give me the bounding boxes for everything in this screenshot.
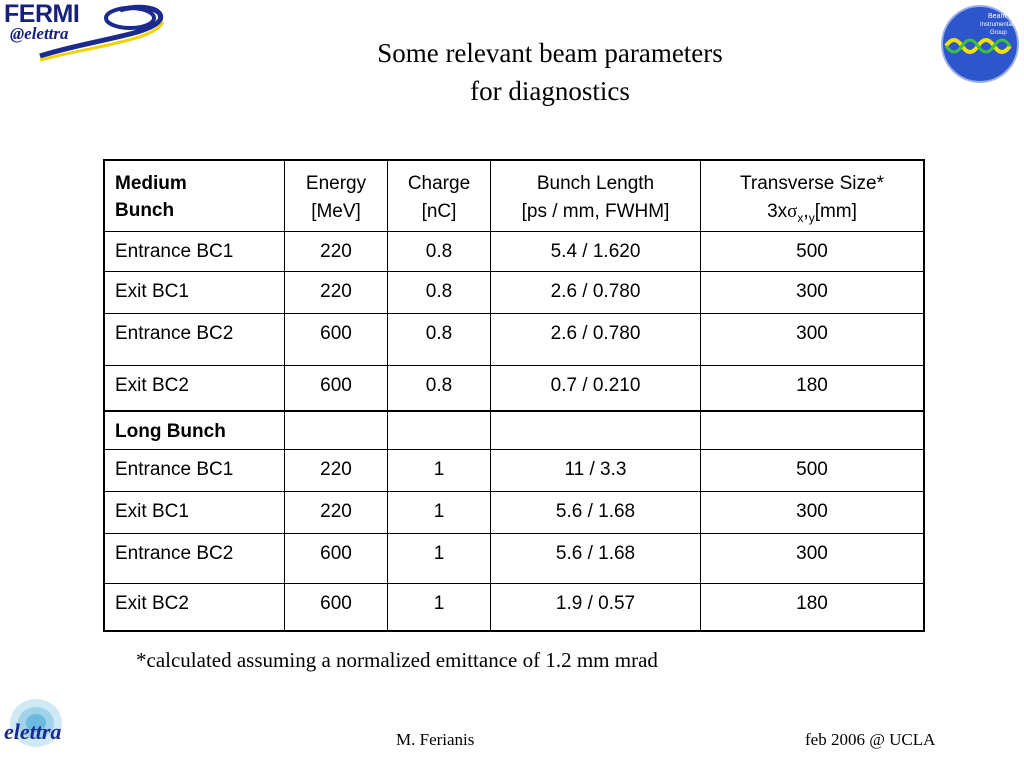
header-charge [388,161,491,231]
table-cell [491,450,701,491]
cell-text: 220 [320,501,352,522]
table-row [105,534,923,584]
cell-text: 220 [320,281,352,302]
cell-text: Entrance BC2 [115,543,234,564]
table-cell [105,366,285,410]
cell-text: 5.6 / 1.68 [555,543,636,564]
long-bunch-text: Long Bunch [115,421,226,442]
header-charge-unit: [nC] [421,201,457,222]
cell-text: Exit BC2 [115,375,189,396]
table-cell [105,450,285,491]
table-cell [701,450,923,491]
cell-text: 5.6 / 1.68 [555,501,636,522]
header-charge-label: Charge [407,173,471,194]
header-bunch-type [105,161,285,231]
table-cell [105,584,285,630]
cell-text: 500 [796,459,828,480]
cell-text: Entrance BC1 [115,459,234,480]
cell-text: 300 [796,501,828,522]
title-line-2: for diagnostics [470,76,630,106]
table-cell [701,272,923,313]
table-row [105,492,923,534]
table-cell [491,492,701,533]
table-cell [105,272,285,313]
table-cell [388,366,491,410]
table-header-row [105,161,923,232]
cell-text: 0.7 / 0.210 [550,375,641,396]
svg-text:Beam: Beam [988,13,1007,20]
table-cell [285,534,388,583]
elettra-logo [0,695,80,765]
table-cell [701,232,923,271]
table-cell [388,584,491,630]
header-bunch-length-unit: [ps / mm, FWHM] [521,201,670,222]
table-cell [701,584,923,630]
table-cell [388,314,491,365]
table-cell [285,272,388,313]
cell-text: Entrance BC1 [115,241,234,262]
table-row [105,366,923,410]
table-cell [701,492,923,533]
cell-text: 2.6 / 0.780 [550,323,641,344]
table-cell [105,534,285,583]
fermi-wordmark: FERMI [4,0,80,28]
table-cell [388,492,491,533]
table-cell [701,314,923,365]
unit-prefix: 3x [767,201,788,222]
cell-text: Exit BC1 [115,281,189,302]
cell-text: 1 [433,459,445,480]
header-transverse-size-unit [701,198,923,232]
header-transverse-size [701,161,923,231]
footer-date: feb 2006 @ UCLA [805,730,936,749]
sub-x: x [797,210,804,225]
header-energy [285,161,388,231]
header-medium: Medium [115,173,187,194]
table-cell [388,450,491,491]
cell-text: 500 [796,241,828,262]
table-cell [388,232,491,271]
cell-text: 1 [433,593,445,614]
table-cell [491,232,701,271]
header-transverse-size-label: Transverse Size* [740,173,884,194]
table-cell [285,314,388,365]
table-cell [491,366,701,410]
long-bunch-empty-1 [285,412,388,449]
table-cell [105,492,285,533]
svg-text:Group: Group [990,30,1007,36]
table-cell [105,232,285,271]
table-row [105,232,923,272]
footer-author: M. Ferianis [396,730,475,749]
cell-text: 0.8 [425,281,453,302]
long-bunch-header-row [105,410,923,450]
cell-text: 1 [433,543,445,564]
long-bunch-empty-4 [701,412,923,449]
cell-text: 180 [796,375,828,396]
header-energy-unit: [MeV] [311,201,361,222]
cell-text: 0.8 [425,241,453,262]
cell-text: 300 [796,323,828,344]
cell-text: Exit BC1 [115,501,189,522]
table-cell [105,314,285,365]
cell-text: 600 [320,543,352,564]
table-cell [388,534,491,583]
beam-parameters-table [103,159,925,632]
long-bunch-empty-2 [388,412,491,449]
cell-text: Entrance BC2 [115,323,234,344]
cell-text: 5.4 / 1.620 [550,241,641,262]
cell-text: 300 [796,281,828,302]
title-line-1: Some relevant beam parameters [377,38,723,68]
table-cell [285,232,388,271]
svg-text:Instrumentation: Instrumentation [980,22,1020,28]
table-cell [285,450,388,491]
cell-text: 2.6 / 0.780 [550,281,641,302]
cell-text: 220 [320,459,352,480]
cell-text: 0.8 [425,375,453,396]
elettra-sub-wordmark: @elettra [10,24,69,43]
table-row [105,314,923,366]
cell-text: 600 [320,323,352,344]
table-cell [491,272,701,313]
cell-text: Exit BC2 [115,593,189,614]
cell-text: 1 [433,501,445,522]
elettra-logo-text: elettra [4,719,62,744]
unit-sep: , [803,201,809,222]
table-cell [388,272,491,313]
beam-instrumentation-logo [940,4,1020,84]
table-row [105,584,923,630]
table-cell [491,584,701,630]
cell-text: 0.8 [425,323,453,344]
cell-text: 600 [320,375,352,396]
cell-text: 300 [796,543,828,564]
long-bunch-empty-3 [491,412,701,449]
table-cell [285,492,388,533]
sub-y: y [808,210,815,225]
cell-text: 180 [796,593,828,614]
table-cell [491,534,701,583]
header-bunch-length [491,161,701,231]
table-cell [701,534,923,583]
fermi-elettra-logo [0,0,170,62]
table-cell [285,584,388,630]
cell-text: 1.9 / 0.57 [555,593,636,614]
table-cell [285,366,388,410]
header-bunch-length-label: Bunch Length [536,173,655,194]
table-cell [491,314,701,365]
table-row [105,450,923,492]
cell-text: 11 / 3.3 [564,459,627,480]
unit-mm: [mm] [814,201,857,222]
table-row [105,272,923,314]
cell-text: 220 [320,241,352,262]
table-cell [701,366,923,410]
long-bunch-label [105,412,285,449]
header-bunch: Bunch [115,200,175,221]
sigma-symbol: σ [787,201,798,222]
header-energy-label: Energy [305,173,367,194]
cell-text: 600 [320,593,352,614]
slide-title [250,34,850,110]
footnote: *calculated assuming a normalized emittance of 1.2 mm mrad [136,648,658,672]
